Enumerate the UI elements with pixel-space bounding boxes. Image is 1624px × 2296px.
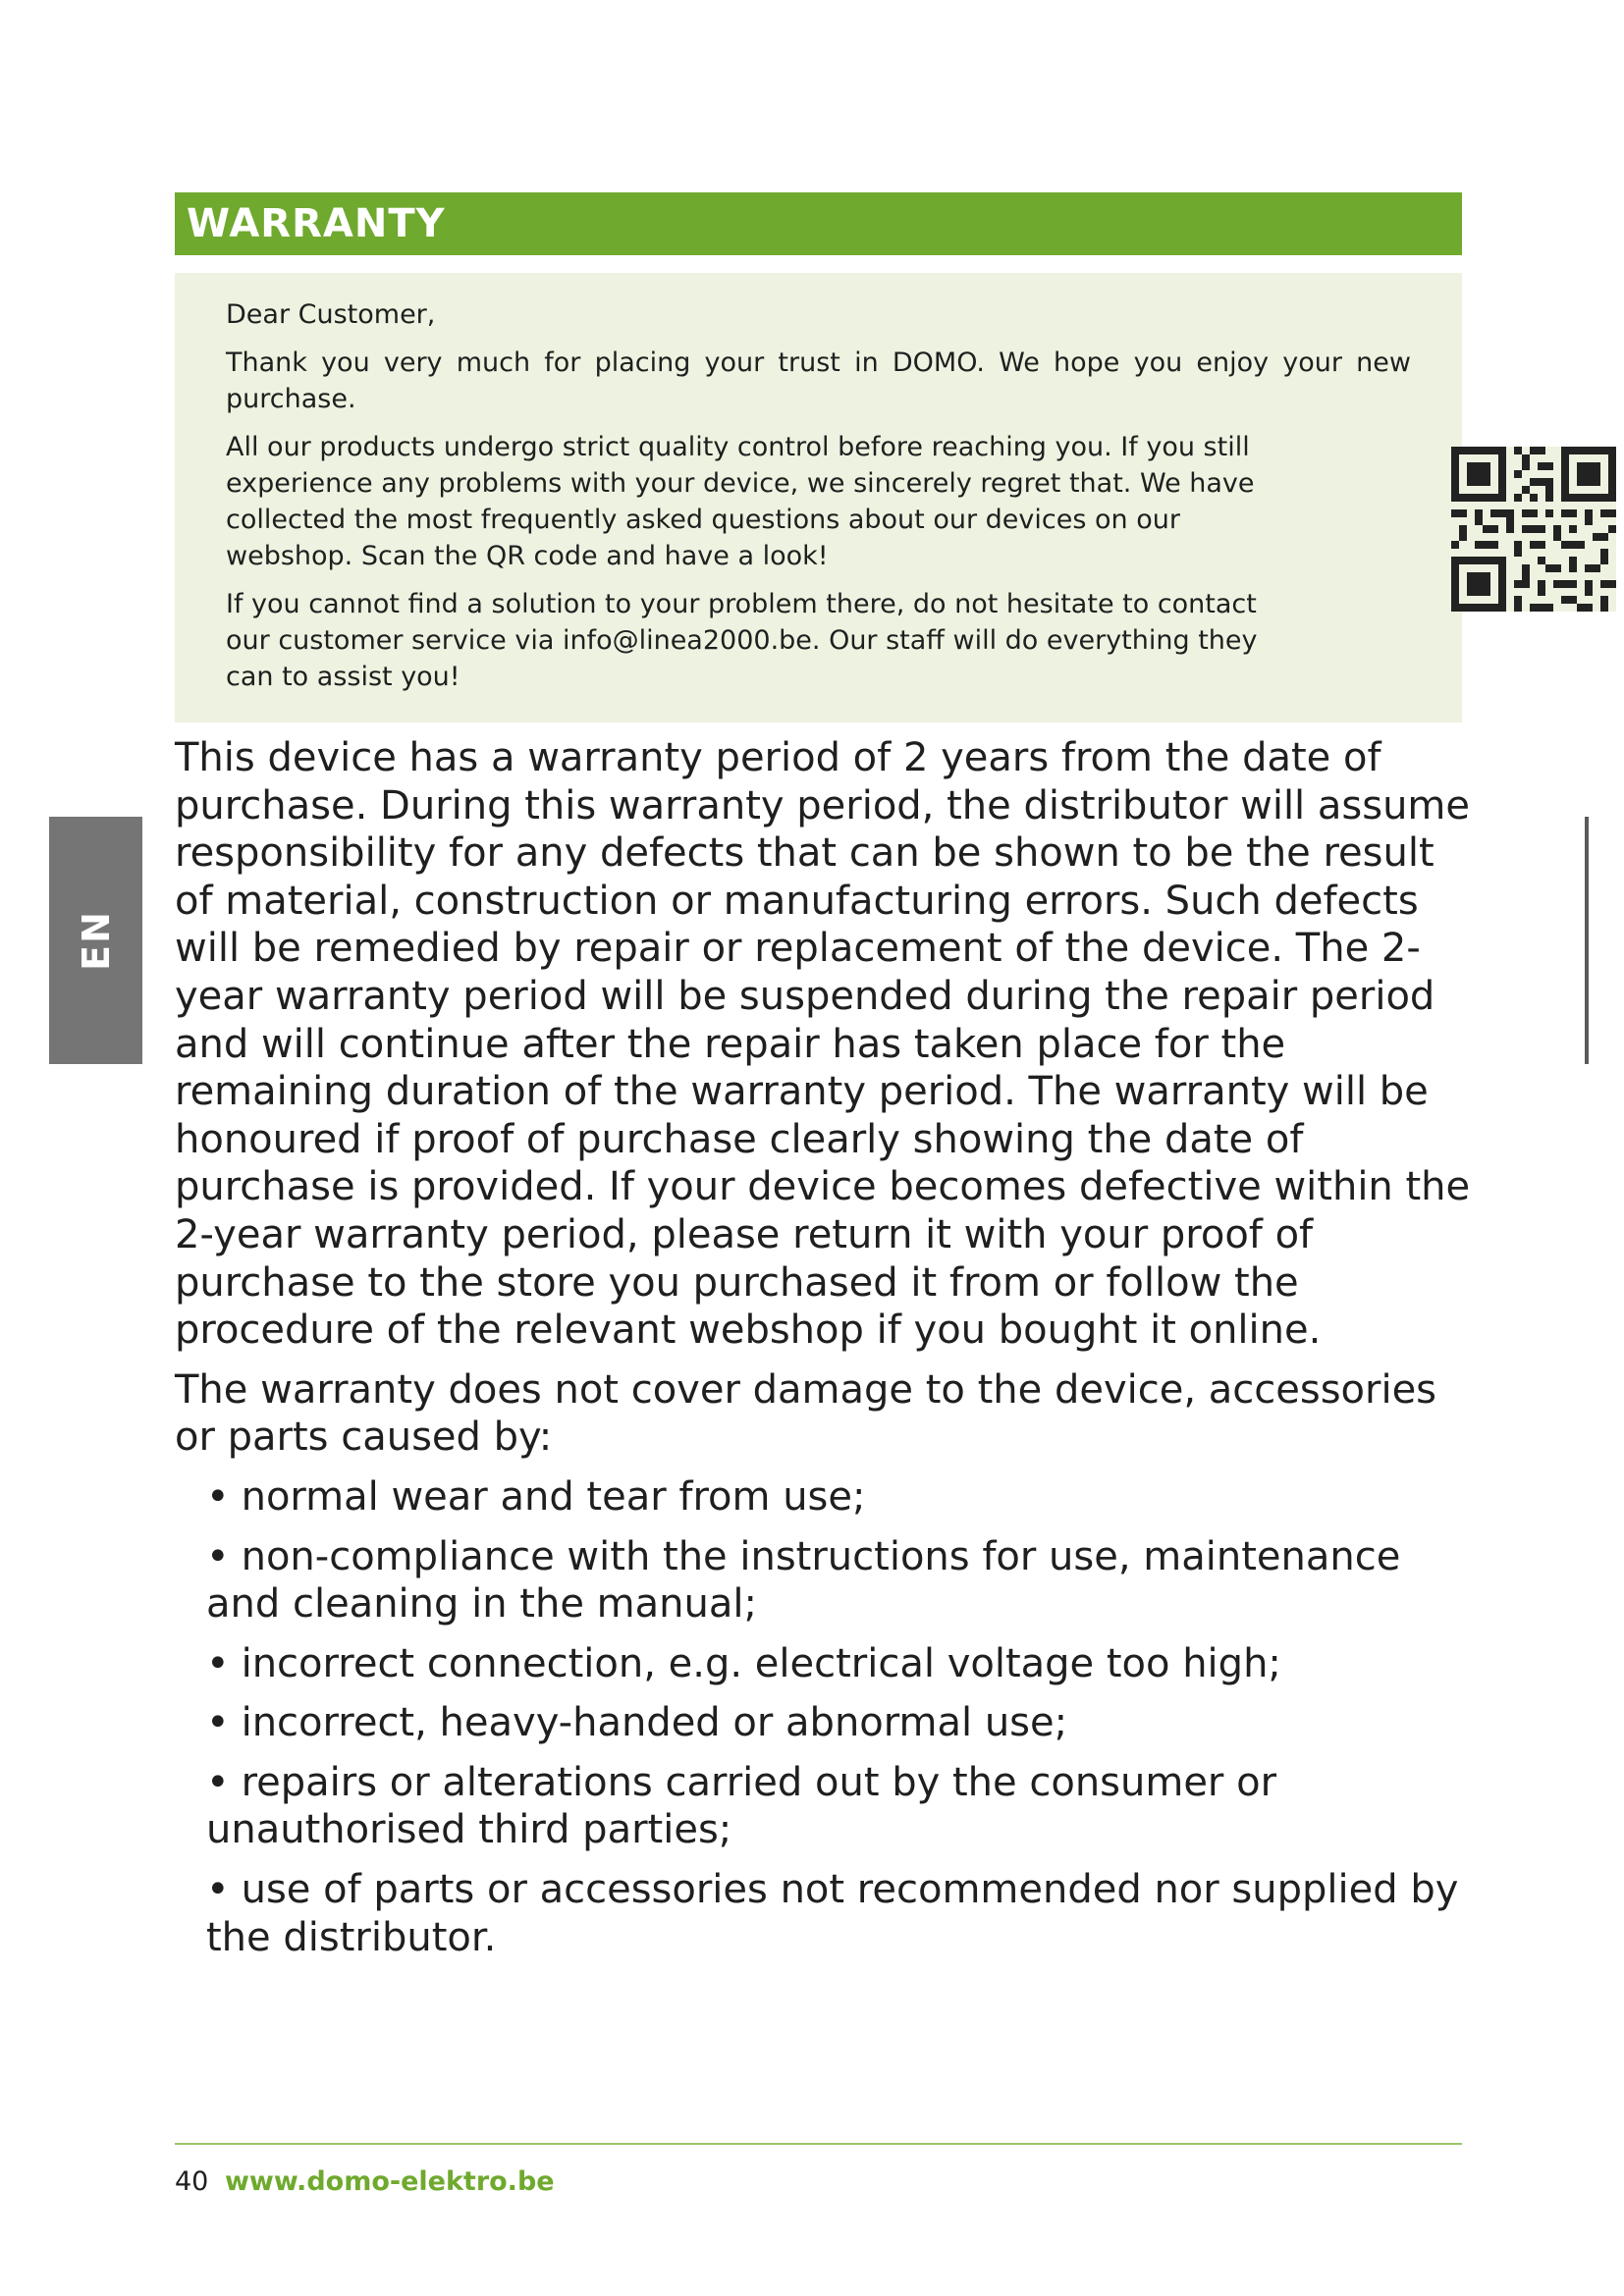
list-item-text: incorrect connection, e.g. electrical voltage too high; xyxy=(241,1640,1281,1686)
page-number: 40 xyxy=(175,2166,209,2197)
website-link[interactable]: www.domo-elektro.be xyxy=(224,2166,555,2197)
exclusions-list xyxy=(175,1473,1481,1961)
list-item xyxy=(206,1866,1481,1961)
bullet-icon: • xyxy=(206,1700,230,1746)
list-item-text: use of parts or accessories not recommended nor supplied by the distributor. xyxy=(206,1867,1459,1960)
intro-greeting: Dear Customer, xyxy=(226,299,436,330)
bullet-icon: • xyxy=(206,1640,230,1686)
bullet-icon: • xyxy=(206,1759,230,1805)
bullet-icon: • xyxy=(206,1533,230,1579)
footer-divider xyxy=(175,2143,1462,2145)
list-item-text: non-compliance with the instructions for use, maintenance and cleaning in the manual; xyxy=(206,1533,1401,1628)
section-header xyxy=(175,192,1462,255)
side-thumb-mark xyxy=(1585,817,1589,1064)
warranty-body xyxy=(175,734,1481,1973)
bullet-icon: • xyxy=(206,1867,230,1913)
qr-code-icon[interactable] xyxy=(1451,447,1616,612)
exclusions-intro: The warranty does not cover damage to the device, accessories or parts caused by: xyxy=(175,1366,1437,1461)
list-item xyxy=(206,1699,1481,1747)
bullet-icon: • xyxy=(206,1473,230,1520)
list-item-text: incorrect, heavy-handed or abnormal use; xyxy=(241,1700,1068,1746)
warranty-paragraph: This device has a warranty period of 2 years from the date of purchase. During this warranty period, the distributor will assume responsibility for any defects that can be shown to be the result of material, construction or manufacturing errors. Such defects will be remedied by repair or replacement of the device. The 2-year warranty period will be suspended during the repair period and will continue after the repair has taken place for the remaining duration of the warranty period. The warranty will be honoured if proof of purchase clearly showing the date of purchase is provided. If your device becomes defective within the 2-year warranty period, please return it with your proof of purchase to the store you purchased it from or follow the procedure of the relevant webshop if you bought it online. xyxy=(175,735,1471,1354)
section-title: WARRANTY xyxy=(187,201,446,246)
list-item xyxy=(206,1473,1481,1522)
list-item-text: repairs or alterations carried out by the consumer or unauthorised third parties; xyxy=(206,1759,1277,1853)
list-item xyxy=(206,1640,1481,1688)
intro-quality: All our products undergo strict quality control before reaching you. If you still experience any problems with your device, we sincerely regret that. We have collected the most frequently asked questions about our devices on our webshop. Scan the QR code and have a look! xyxy=(226,432,1255,571)
language-label: EN xyxy=(74,910,118,971)
list-item-text: normal wear and tear from use; xyxy=(241,1473,866,1520)
intro-thanks: Thank you very much for placing your trust in DOMO. We hope you enjoy your new purchase. xyxy=(226,347,1411,414)
intro-box xyxy=(175,273,1462,722)
list-item xyxy=(206,1759,1481,1854)
intro-contact: If you cannot find a solution to your problem there, do not hesitate to contact our customer service via info@linea2000.be. Our staff will do everything they can to assist you! xyxy=(226,589,1258,692)
page-footer xyxy=(175,2163,555,2202)
list-item xyxy=(206,1533,1481,1629)
language-tab xyxy=(49,817,142,1064)
